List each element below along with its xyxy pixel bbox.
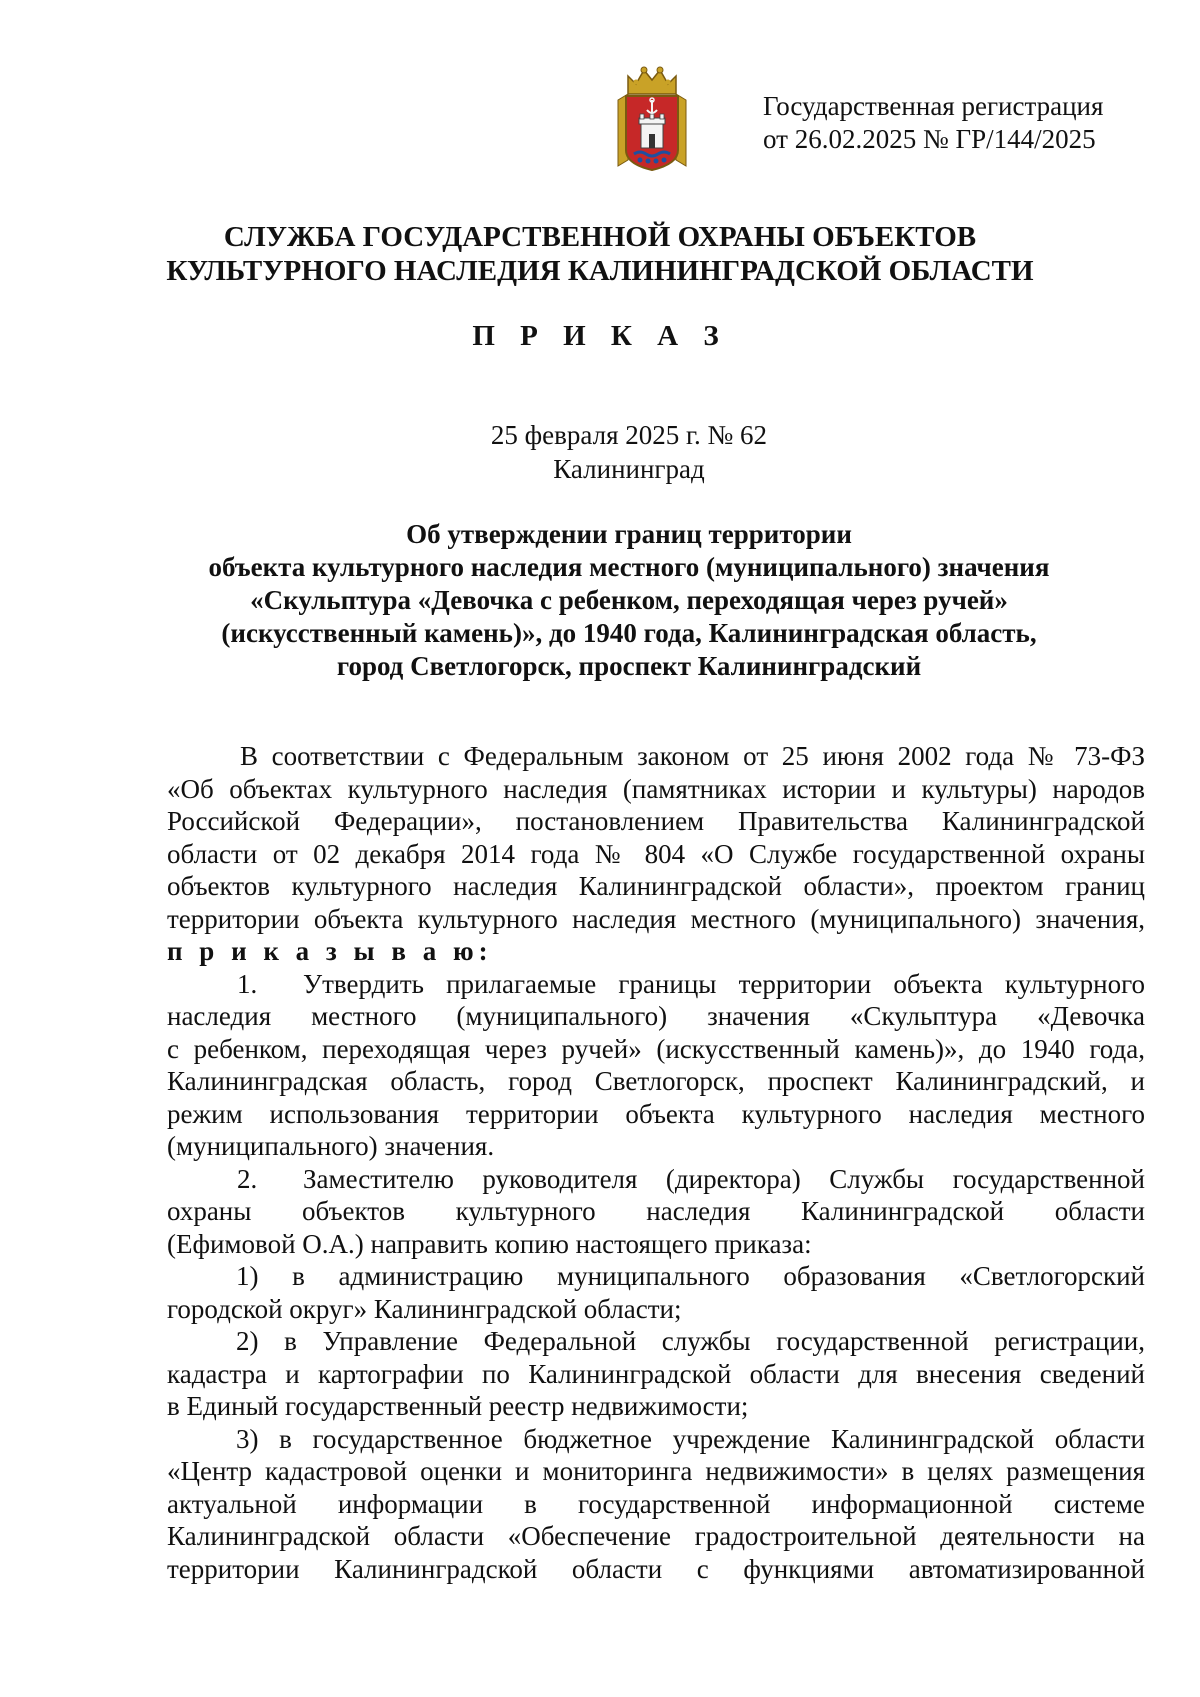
organization-name xyxy=(0,220,1200,288)
subitem-1-first-line: 1) в администрацию муниципального образования «Светлогорский xyxy=(236,1261,1145,1291)
order-city: Калининград xyxy=(553,454,705,484)
subitem-2-first-line: 2) в Управление Федеральной службы государственной регистрации, xyxy=(236,1326,1145,1356)
order-word: п р и к а з ы в а ю: xyxy=(167,936,493,966)
preamble-line: В соответствии с Федеральным законом от 25 июня 2002 года № 73-ФЗ xyxy=(240,741,1145,771)
date-and-place xyxy=(0,418,1200,486)
organization-name-line1: СЛУЖБА ГОСУДАРСТВЕННОЙ ОХРАНЫ ОБЪЕКТОВ xyxy=(223,221,977,253)
order-subject xyxy=(0,518,1200,683)
item-2-number: 2. xyxy=(237,1163,258,1194)
item-1-line: Калининградская область, город Светлогорск, проспект Калининградский, и xyxy=(167,1066,1145,1096)
subitem-1-line: городской округ» Калининградской области; xyxy=(167,1293,682,1324)
subject-line: (искусственный камень)», до 1940 года, Калининградская область, xyxy=(221,618,1037,648)
registration-label: Государственная регистрация xyxy=(763,91,1104,121)
subitem-3-line: актуальной информации в государственной информационной системе xyxy=(167,1488,1145,1519)
item-2-first-line xyxy=(167,1163,1145,1196)
subitem-3-line: территории Калининградской области с функциями автоматизированной xyxy=(167,1553,1145,1584)
item-1-number: 1. xyxy=(237,968,258,999)
document-type-title: П Р И К А З xyxy=(472,320,728,352)
preamble-line: «Об объектах культурного наследия (памятниках истории и культуры) народов xyxy=(167,773,1145,804)
subitem-3-line: Калининградской области «Обеспечение градостроительной деятельности на xyxy=(167,1521,1145,1551)
preamble-line: Российской Федерации», постановлением Правительства Калининградской xyxy=(167,806,1145,836)
subitem-3-line: «Центр кадастровой оценки и мониторинга недвижимости» в целях размещения xyxy=(167,1456,1145,1486)
item-2-text: Заместителю руководителя (директора) Службы государственной xyxy=(303,1163,1145,1194)
item-1-line: (муниципального) значения. xyxy=(167,1131,495,1161)
subitem-2-line: кадастра и картографии по Калининградской области для внесения сведений xyxy=(167,1358,1145,1389)
order-body xyxy=(167,740,1145,1585)
preamble-line: области от 02 декабря 2014 года № 804 «О Службе государственной охраны xyxy=(167,838,1145,869)
organization-name-line2: КУЛЬТУРНОГО НАСЛЕДИЯ КАЛИНИНГРАДСКОЙ ОБЛАСТИ xyxy=(166,255,1034,287)
coat-of-arms-emblem xyxy=(612,64,692,174)
preamble-line: объектов культурного наследия Калининградской области», проектом границ xyxy=(167,871,1145,901)
subject-line: объекта культурного наследия местного (муниципального) значения xyxy=(208,552,1050,582)
item-1-line: с ребенком, переходящая через ручей» (искусственный камень)», до 1940 года, xyxy=(167,1033,1145,1064)
registration-number: от 26.02.2025 № ГР/144/2025 xyxy=(763,124,1096,154)
subject-line: «Скульптура «Девочка с ребенком, переходящая через ручей» xyxy=(250,585,1008,615)
order-date-number: 25 февраля 2025 г. № 62 xyxy=(490,420,768,450)
subject-line: Об утверждении границ территории xyxy=(406,519,852,549)
item-1-line: наследия местного (муниципального) значения «Скульптура «Девочка xyxy=(167,1001,1145,1031)
subitem-3-first-line: 3) в государственное бюджетное учреждение Калининградской области xyxy=(236,1423,1145,1454)
subject-line: город Светлогорск, проспект Калининградский xyxy=(336,651,922,681)
item-2-line: (Ефимовой О.А.) направить копию настоящего приказа: xyxy=(167,1228,812,1259)
state-registration-note xyxy=(763,90,1163,156)
subitem-2-line: в Единый государственный реестр недвижимости; xyxy=(167,1391,749,1421)
item-2-line: охраны объектов культурного наследия Калининградской области xyxy=(167,1196,1145,1226)
item-1-line: режим использования территории объекта культурного наследия местного xyxy=(167,1098,1145,1129)
preamble-line: территории объекта культурного наследия местного (муниципального) значения, xyxy=(167,903,1145,934)
item-1-first-line xyxy=(167,968,1145,1001)
item-1-text: Утвердить прилагаемые границы территории объекта культурного xyxy=(303,968,1145,999)
